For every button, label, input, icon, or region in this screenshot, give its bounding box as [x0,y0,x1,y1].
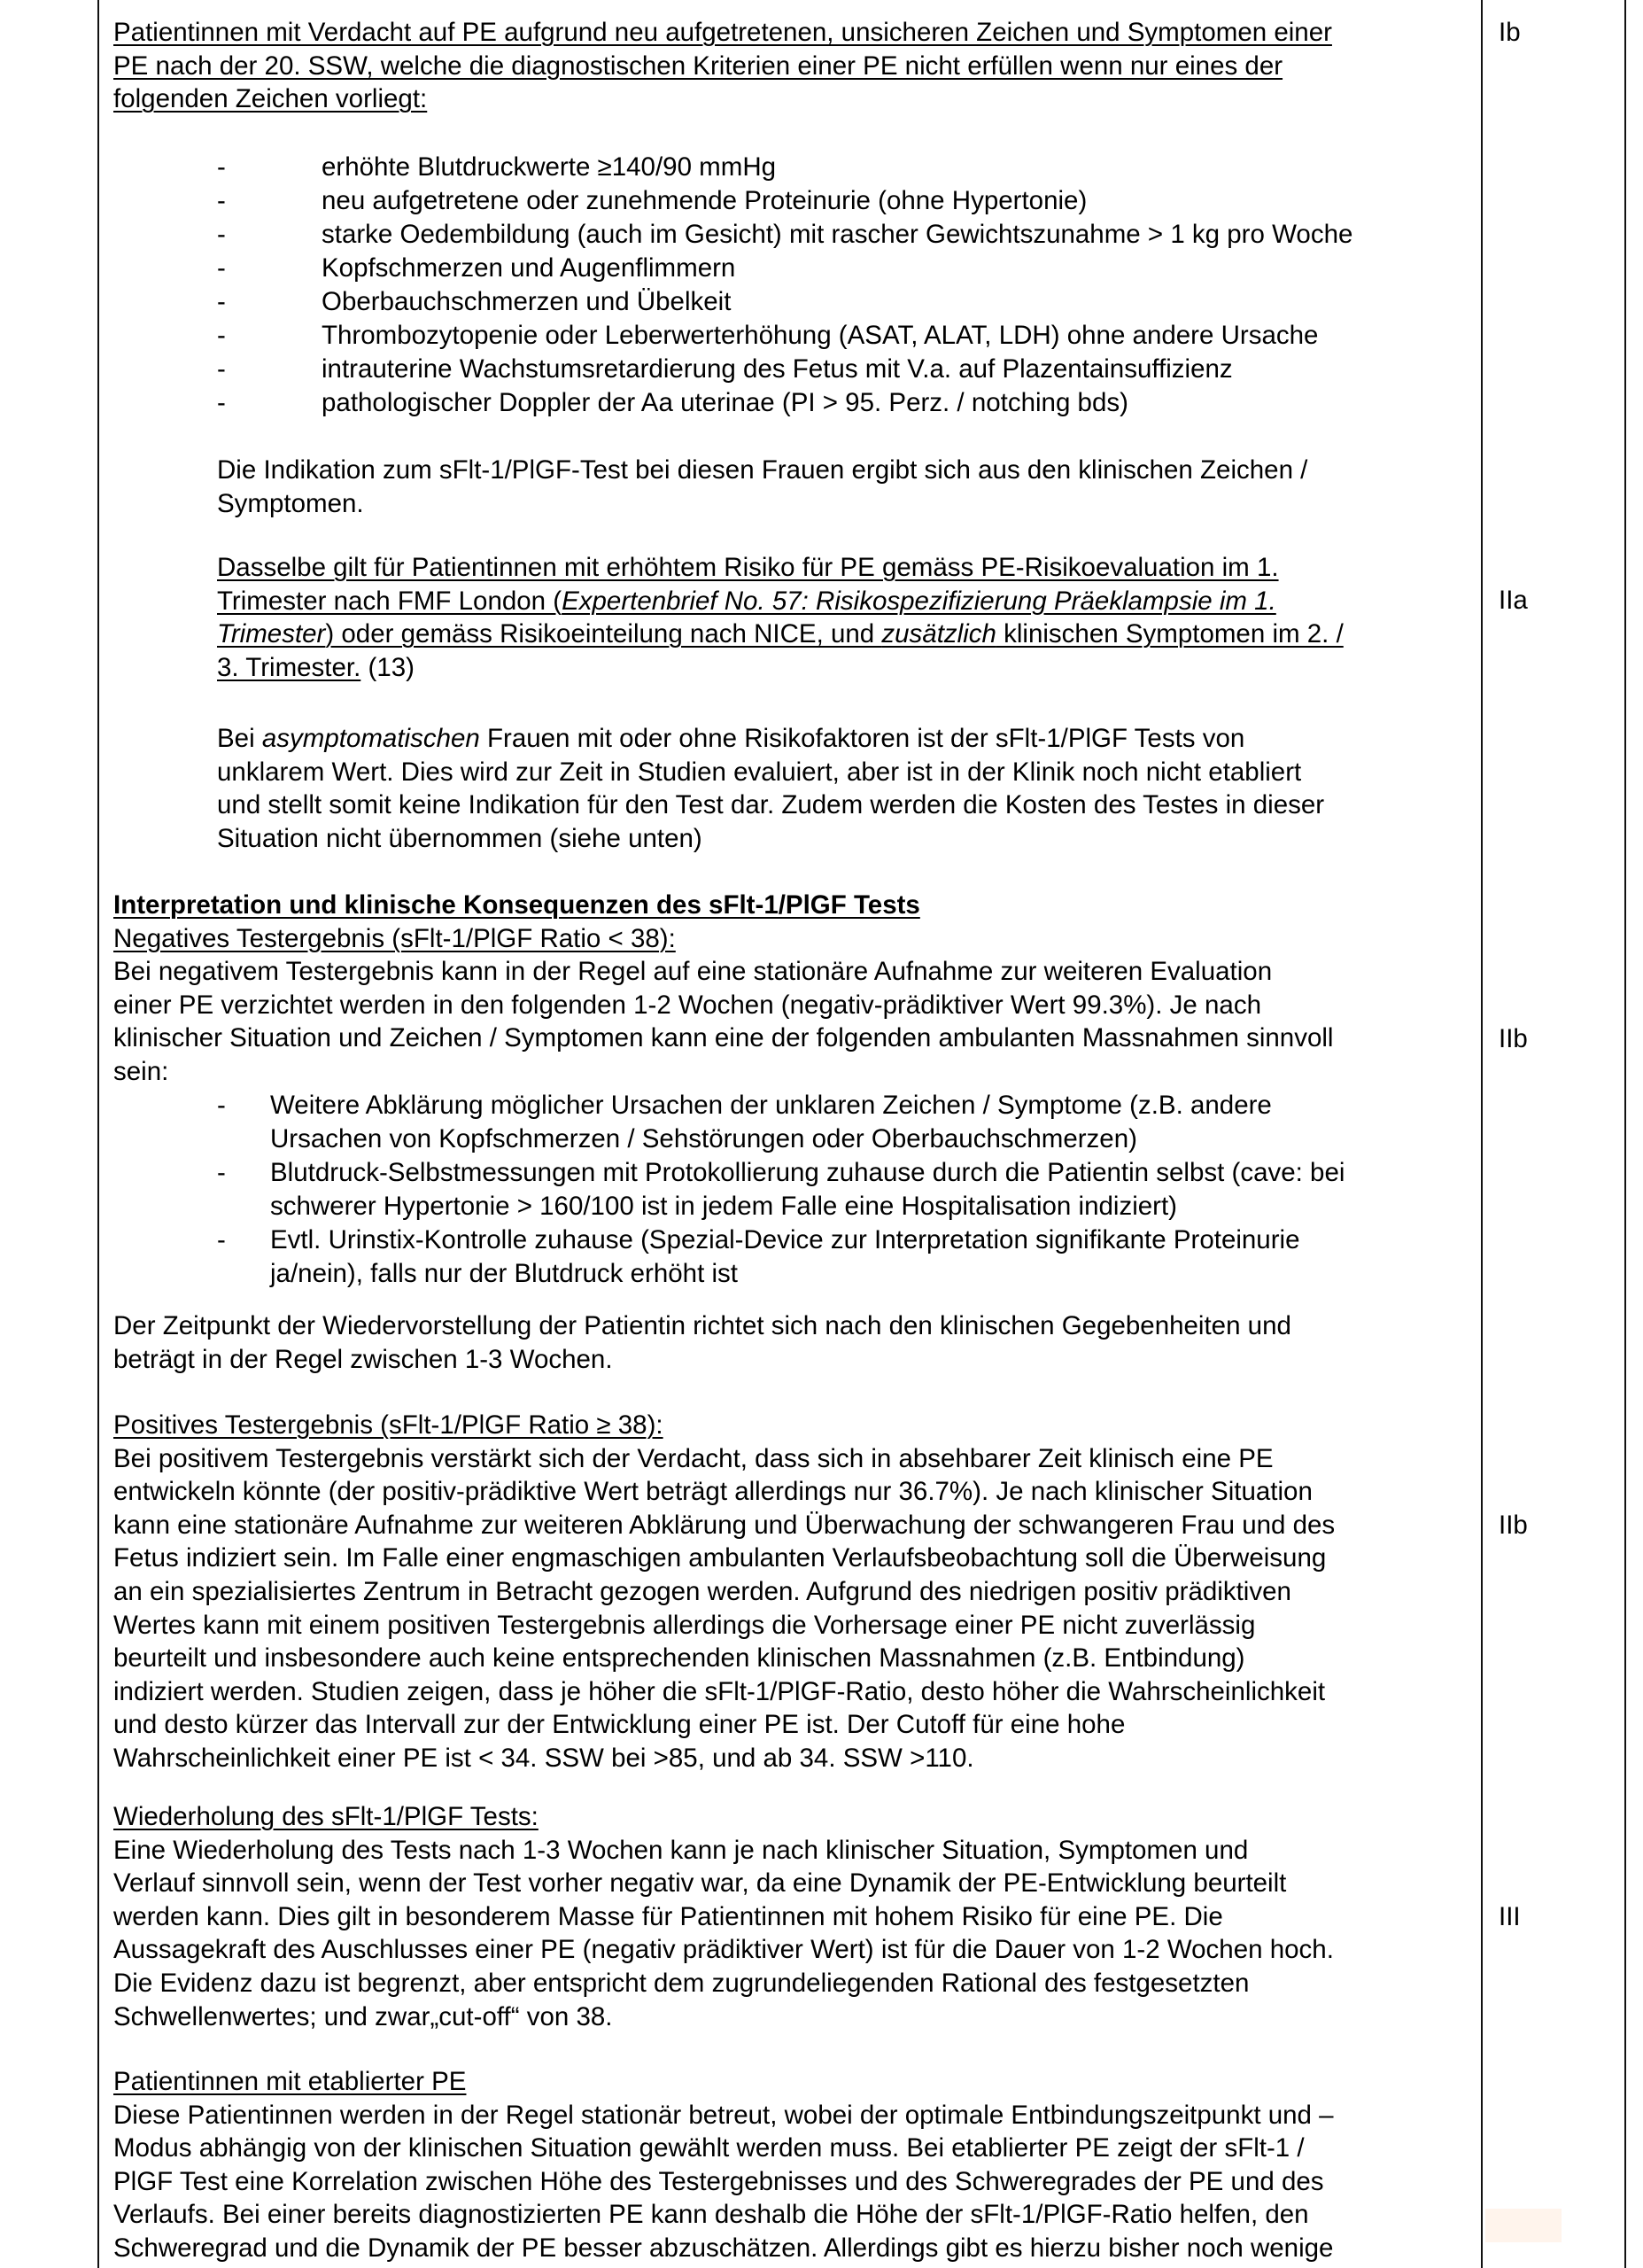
bullet-dash: - [217,220,226,249]
bullet-dash: - [217,152,226,182]
risk-paragraph: Dasselbe gilt für Patientinnen mit erhöhtem Risiko für PE gemäss PE-Risikoevaluation im 1. Trimester nach FMF London (Expertenbrief No. 57: Risikospezifizierung Präeklampsie im 1. Trimester) oder gemäss Risikoeinteilung nach NICE, und zusätzlich klinischen Symptomen im 2. / 3. Trimester. (13) [217,553,1344,682]
subheading-repeat: Wiederholung des sFlt-1/PlGF Tests: [113,1802,539,1831]
evidence-level-iib-positive: IIb [1499,1511,1528,1540]
table-left-border [97,0,99,2268]
asymptomatic-paragraph: Bei asymptomatischen Frauen mit oder ohne Risikofaktoren ist der sFlt-1/PlGF Tests von unklarem Wert. Dies wird zur Zeit in Studien evaluiert, aber ist in der Klinik noch nicht etabliert und stellt somit keine Indikation für den Test dar. Zudem werden die Kosten des Testes in dieser Situation nicht übernommen (siehe unten) [217,724,1325,853]
subheading-negative: Negatives Testergebnis (sFlt-1/PlGF Ratio < 38): [113,923,676,953]
bullet-dash: - [217,354,226,384]
bullet-dash: - [217,388,226,417]
evidence-level-iia: IIa [1499,586,1528,615]
intro-line: PE nach der 20. SSW, welche die diagnostischen Kriterien einer PE nicht erfüllen wenn nur eines der [113,50,1283,81]
bullet-dash: - [217,321,226,350]
subheading-positive: Positives Testergebnis (sFlt-1/PlGF Ratio ≥ 38): [113,1410,663,1440]
intro-line: Patientinnen mit Verdacht auf PE aufgrund neu aufgetretenen, unsicheren Zeichen und Symptomen einer [113,18,1332,47]
bullet-dash: - [217,287,226,316]
section-heading: Interpretation und klinische Konsequenzen des sFlt-1/PlGF Tests [113,890,920,920]
indication-paragraph: Die Indikation zum sFlt-1/PlGF-Test bei diesen Frauen ergibt sich aus den klinischen Zeichen / Symptomen. [217,455,1308,518]
intro-paragraph [113,16,1332,116]
evidence-level-iib-negative: IIb [1499,1024,1528,1053]
established-section: Patientinnen mit etablierter PE Diese Patientinnen werden in der Regel stationär betreut, wobei der optimale Entbindungszeitpunkt und – Modus abhängig von der klinischen Situation gewählt werden muss. Bei etablierter PE zeigt der sFlt-1 / PlGF Test eine Korrelation zwischen Höhe des Testergebnisses und des Schweregrades der PE und des Verlaufs. Bei einer bereits diagnostizierten PE kann deshalb die Höhe der sFlt-1/PlGF-Ratio helfen, den Schweregrad und die Dynamik der PE besser abzuschätzen. Allerdings gibt es hierzu bisher noch wenige [113,2067,1334,2263]
positive-section: Positives Testergebnis (sFlt-1/PlGF Ratio ≥ 38): Bei positivem Testergebnis verstärkt sich der Verdacht, dass sich in absehbarer Zeit klinisch eine PE entwickeln könnte (der positiv-prädiktive Wert beträgt allerdings nur 36.7%). Je nach klinischer Situation kann eine stationäre Aufnahme zur weiteren Abklärung und Überwachung der schwangeren Frau und des Fetus indiziert sein. Im Falle einer engmaschigen ambulanten Verlaufsbeobachtung soll die Überweisung an ein spezialisiertes Zentrum in Betracht gezogen werden. Aufgrund des niedrigen positiv prädiktiven Wertes kann mit einem positiven Testergebnis allerdings die Vorhersage einer PE nicht zuverlässig beurteilt und insbesondere auch keine entsprechenden klinischen Massnahmen (z.B. Entbindung) indiziert werden. Studien zeigen, dass je höher die sFlt-1/PlGF-Ratio, desto höher die Wahrscheinlichkeit und desto kürzer das Intervall zur der Entwicklung einer PE ist. Der Cutoff für eine hohe Wahrscheinlichkeit einer PE ist < 34. SSW bei >85, und ab 34. SSW >110. [113,1410,1336,1773]
table-right-border [1624,0,1626,2268]
evidence-level-iii: III [1499,1902,1521,1931]
bullet-dash: - [217,253,226,283]
negative-section: Interpretation und klinische Konsequenzen des sFlt-1/PlGF Tests Negatives Testergebnis (sFlt-1/PlGF Ratio < 38): Bei negativem Testergebnis kann in der Regel auf eine stationäre Aufnahme zur weiteren Evaluation einer PE verzichtet werden in den folgenden 1-2 Wochen (negativ-prädiktiver Wert 99.3%). Je nach klinischer Situation und Zeichen / Symptomen kann eine der folgenden ambulanten Massnahmen sinnvoll sein: [113,890,1334,1086]
bullet-dash: - [217,186,226,215]
evidence-level-ib: Ib [1499,18,1521,47]
intro-line: folgenden Zeichen vorliegt: [113,84,428,114]
repeat-section: Wiederholung des sFlt-1/PlGF Tests: Eine Wiederholung des Tests nach 1-3 Wochen kann je nach klinischer Situation, Symptomen und Verlauf sinnvoll sein, wenn der Test vorher negativ war, da eine Dynamik der PE-Entwicklung beurteilt werden kann. Dies gilt in besonderem Masse für Patientinnen mit hohem Risiko für eine PE. Die Aussagekraft des Auschlusses einer PE (negativ prädiktiver Wert) ist für die Dauer von 1-2 Wochen hoch. Die Evidenz dazu ist begrenzt, aber entspricht dem zugrundeliegenden Rational des festgesetzten Schwellenwertes; und zwar„cut-off“ von 38. [113,1802,1334,2031]
subheading-established: Patientinnen mit etablierter PE [113,2067,467,2096]
table-column-divider [1481,0,1483,2268]
highlight-mark [1485,2209,1562,2242]
followup-paragraph: Der Zeitpunkt der Wiedervorstellung der Patientin richtet sich nach den klinischen Gegebenheiten und beträgt in der Regel zwischen 1-3 Wochen. [113,1311,1291,1374]
